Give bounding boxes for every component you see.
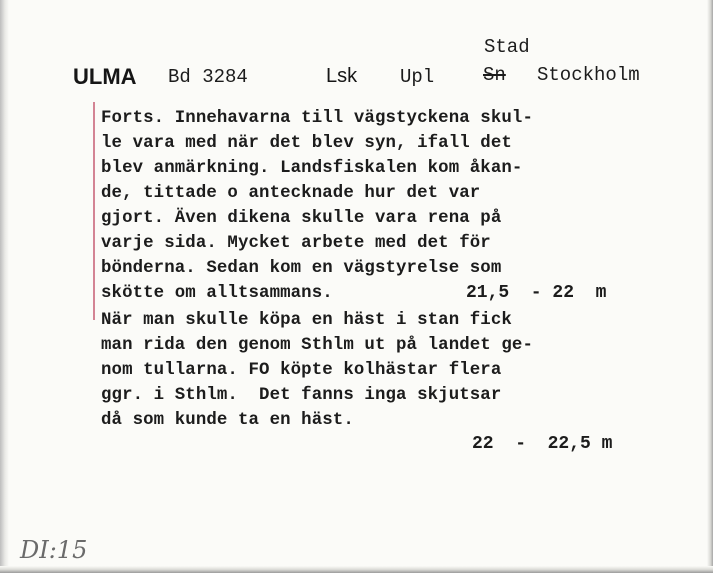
body-line: nom tullarna. FO köpte kolhästar flera [101, 361, 502, 380]
card-title: ULMA [73, 64, 137, 89]
body-line: bönderna. Sedan kom en vägstyrelse som [101, 259, 502, 278]
body-line: ggr. i Sthlm. Det fanns inga skjutsar [101, 386, 502, 405]
measurement: 22 - 22,5 m [472, 434, 613, 454]
body-line: gjort. Även dikena skulle vara rena på [101, 209, 502, 228]
body-line: När man skulle köpa en häst i stan fick [101, 311, 512, 330]
province-code: Upl [400, 66, 435, 88]
body-line: de, tittade o antecknade hur det var [101, 184, 481, 203]
body-line: skötte om alltsammans. [101, 284, 333, 303]
body-line: blev anmärkning. Landsfiskalen kom åkan- [101, 159, 523, 178]
parish-name: Stockholm [537, 64, 640, 86]
parish-label: Stad [484, 36, 530, 58]
body-line: Forts. Innehavarna till vägstyckena skul- [101, 109, 533, 128]
body-line: varje sida. Mycket arbete med det för [101, 234, 491, 253]
body-line: då som kunde ta en häst. [101, 411, 354, 430]
card-shadow-right [707, 0, 713, 573]
body-line: le vara med när det blev syn, ifall det [101, 134, 512, 153]
body-line: man rida den genom Sthlm ut på landet ge- [101, 336, 533, 355]
margin-rule [93, 102, 95, 320]
parish-struck: Sn [483, 64, 506, 86]
card-shadow-left [0, 0, 9, 573]
handwritten-annotation: DI:15 [20, 536, 88, 564]
card-reference: Bd 3284 [168, 66, 248, 88]
district-code: Lsk [326, 65, 358, 87]
measurement: 21,5 - 22 m [466, 283, 607, 303]
card-shadow-bottom [0, 566, 713, 573]
